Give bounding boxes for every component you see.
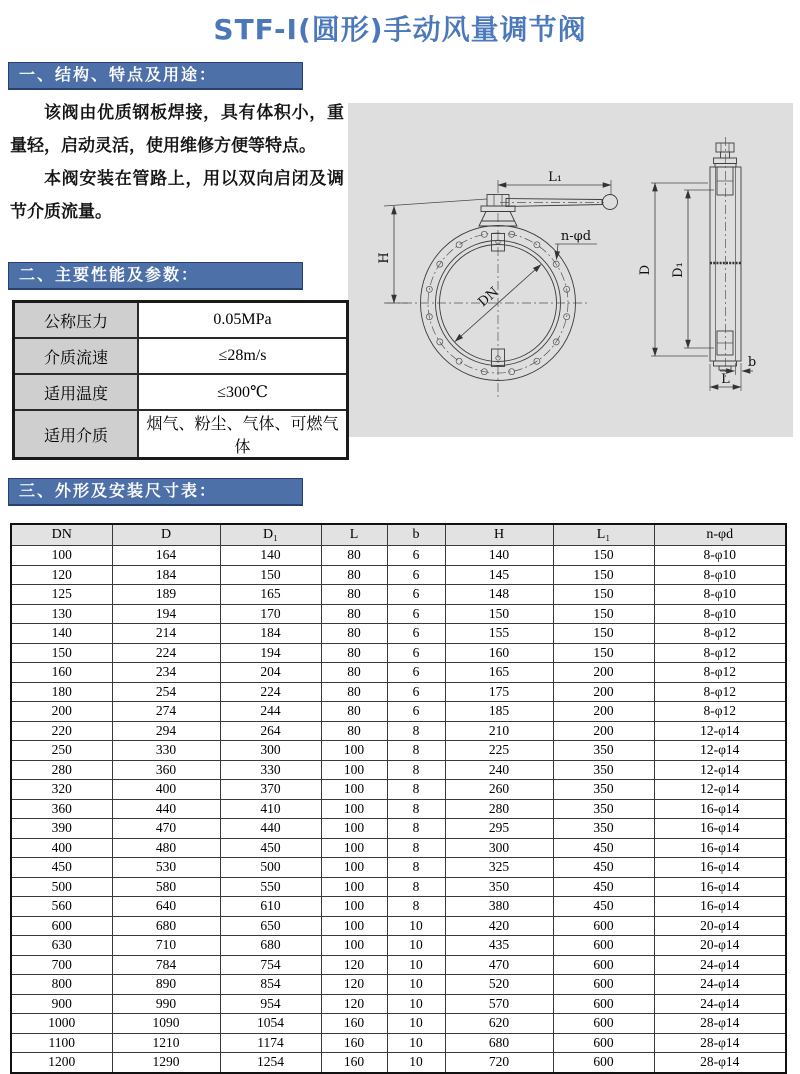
column-header: L₁: [553, 524, 654, 546]
table-cell: 10: [387, 975, 445, 995]
column-header: H: [445, 524, 553, 546]
dim-L1: [498, 170, 611, 194]
table-cell: 900: [11, 994, 112, 1014]
table-cell: 1054: [220, 1014, 321, 1034]
table-cell: 550: [220, 877, 321, 897]
table-cell: 175: [445, 682, 553, 702]
table-cell: 155: [445, 624, 553, 644]
table-row: [11, 565, 786, 585]
table-cell: 224: [112, 643, 220, 663]
table-cell: 100: [321, 897, 387, 917]
table-cell: 28-φ14: [654, 1014, 786, 1034]
table-cell: 160: [321, 1033, 387, 1053]
table-cell: 148: [445, 585, 553, 605]
table-row: [11, 682, 786, 702]
table-cell: 8: [387, 897, 445, 917]
table-cell: 8: [387, 877, 445, 897]
table-cell: 600: [553, 916, 654, 936]
table-cell: 650: [220, 916, 321, 936]
table-cell: 1000: [11, 1014, 112, 1034]
table-cell: 130: [11, 604, 112, 624]
table-cell: 80: [321, 585, 387, 605]
table-cell: 10: [387, 955, 445, 975]
table-row: [11, 663, 786, 683]
table-cell: 450: [553, 838, 654, 858]
table-cell: 8-φ10: [654, 546, 786, 566]
table-cell: 440: [220, 819, 321, 839]
handle-lever: [500, 195, 618, 210]
table-cell: 80: [321, 682, 387, 702]
table-cell: 140: [11, 624, 112, 644]
intro-paragraph: 本阀安装在管路上，用以双向启闭及调节介质流量。: [10, 169, 344, 221]
table-cell: 325: [445, 858, 553, 878]
table-cell: 12-φ14: [654, 760, 786, 780]
table-cell: 194: [220, 643, 321, 663]
table-cell: 6: [387, 604, 445, 624]
dim-label-DN: DN: [475, 284, 502, 311]
table-cell: 6: [387, 565, 445, 585]
dim-label-n-phi-d: n-φd: [560, 229, 592, 244]
table-row: [11, 780, 786, 800]
table-cell: 120: [321, 975, 387, 995]
table-cell: 600: [11, 916, 112, 936]
table-row: [11, 994, 786, 1014]
table-cell: 390: [11, 819, 112, 839]
column-header: DN: [11, 524, 112, 546]
dimension-table: [10, 523, 787, 1074]
dim-label-D: D: [638, 264, 653, 276]
table-cell: 450: [553, 858, 654, 878]
table-cell: 234: [112, 663, 220, 683]
table-cell: 954: [220, 994, 321, 1014]
table-row: [11, 721, 786, 741]
table-cell: 720: [445, 1053, 553, 1073]
table-cell: 10: [387, 936, 445, 956]
table-cell: 8: [387, 741, 445, 761]
table-row: [11, 799, 786, 819]
table-cell: 100: [321, 858, 387, 878]
table-cell: 400: [11, 838, 112, 858]
table-cell: 1290: [112, 1053, 220, 1073]
table-cell: 24-φ14: [654, 994, 786, 1014]
table-cell: 435: [445, 936, 553, 956]
table-cell: 6: [387, 702, 445, 722]
table-cell: 330: [112, 741, 220, 761]
table-cell: 600: [553, 936, 654, 956]
param-row: [14, 302, 348, 339]
table-cell: 570: [445, 994, 553, 1014]
table-cell: 8: [387, 721, 445, 741]
table-cell: 10: [387, 1014, 445, 1034]
table-cell: 640: [112, 897, 220, 917]
table-cell: 28-φ14: [654, 1033, 786, 1053]
dim-label-L: L: [721, 372, 730, 387]
table-cell: 620: [445, 1014, 553, 1034]
table-cell: 185: [445, 702, 553, 722]
table-cell: 225: [445, 741, 553, 761]
table-cell: 8-φ10: [654, 604, 786, 624]
table-cell: 214: [112, 624, 220, 644]
table-cell: 8: [387, 838, 445, 858]
table-row: [11, 858, 786, 878]
table-cell: 120: [11, 565, 112, 585]
table-cell: 350: [553, 780, 654, 800]
table-cell: 150: [553, 604, 654, 624]
table-cell: 600: [553, 1014, 654, 1034]
table-row: [11, 760, 786, 780]
table-cell: 680: [220, 936, 321, 956]
table-cell: 184: [112, 565, 220, 585]
table-cell: 120: [321, 955, 387, 975]
table-cell: 520: [445, 975, 553, 995]
table-cell: 8-φ12: [654, 643, 786, 663]
table-cell: 160: [445, 643, 553, 663]
dim-table-body: [11, 546, 786, 1073]
valve-drawing-svg: [348, 103, 793, 437]
table-cell: 150: [553, 624, 654, 644]
table-cell: 24-φ14: [654, 975, 786, 995]
table-cell: 410: [220, 799, 321, 819]
table-row: [11, 819, 786, 839]
table-cell: 150: [553, 565, 654, 585]
table-cell: 294: [112, 721, 220, 741]
table-cell: 165: [445, 663, 553, 683]
table-cell: 12-φ14: [654, 780, 786, 800]
table-cell: 400: [112, 780, 220, 800]
param-row: [14, 338, 348, 374]
param-label: 公称压力: [14, 302, 139, 339]
table-cell: 16-φ14: [654, 897, 786, 917]
table-cell: 160: [11, 663, 112, 683]
table-cell: 8-φ12: [654, 663, 786, 683]
table-row: [11, 877, 786, 897]
table-cell: 8: [387, 760, 445, 780]
table-cell: 8: [387, 858, 445, 878]
table-cell: 10: [387, 916, 445, 936]
table-cell: 295: [445, 819, 553, 839]
param-label: 介质流速: [14, 338, 139, 374]
side-view: [638, 137, 756, 391]
table-cell: 16-φ14: [654, 819, 786, 839]
table-row: [11, 936, 786, 956]
table-row: [11, 702, 786, 722]
table-cell: 224: [220, 682, 321, 702]
table-cell: 80: [321, 702, 387, 722]
table-cell: 300: [220, 741, 321, 761]
table-cell: 260: [445, 780, 553, 800]
table-cell: 480: [112, 838, 220, 858]
dimension-table-header-row: [11, 524, 786, 546]
table-cell: 1100: [11, 1033, 112, 1053]
table-cell: 8: [387, 780, 445, 800]
table-row: [11, 975, 786, 995]
table-cell: 180: [11, 682, 112, 702]
table-cell: 500: [220, 858, 321, 878]
table-cell: 200: [11, 702, 112, 722]
table-cell: 254: [112, 682, 220, 702]
table-cell: 754: [220, 955, 321, 975]
table-cell: 600: [553, 1053, 654, 1073]
table-cell: 100: [321, 838, 387, 858]
table-cell: 16-φ14: [654, 838, 786, 858]
dim-label-D1: D₁: [671, 262, 686, 278]
table-cell: 80: [321, 721, 387, 741]
table-cell: 165: [220, 585, 321, 605]
table-cell: 600: [553, 975, 654, 995]
table-cell: 8-φ12: [654, 682, 786, 702]
param-value: ≤300℃: [138, 374, 348, 410]
table-cell: 1090: [112, 1014, 220, 1034]
table-cell: 10: [387, 1033, 445, 1053]
table-cell: 80: [321, 663, 387, 683]
table-cell: 6: [387, 624, 445, 644]
table-cell: 8: [387, 799, 445, 819]
table-cell: 244: [220, 702, 321, 722]
table-cell: 854: [220, 975, 321, 995]
column-header: D: [112, 524, 220, 546]
param-label: 适用介质: [14, 410, 139, 459]
table-cell: 600: [553, 1033, 654, 1053]
table-row: [11, 955, 786, 975]
table-cell: 350: [553, 760, 654, 780]
table-cell: 80: [321, 624, 387, 644]
table-cell: 150: [11, 643, 112, 663]
section-heading-performance: 二、主要性能及参数：: [8, 262, 303, 290]
table-cell: 100: [321, 877, 387, 897]
table-cell: 140: [220, 546, 321, 566]
table-cell: 264: [220, 721, 321, 741]
dim-L: [710, 364, 741, 391]
param-value: 0.05MPa: [138, 302, 348, 339]
table-cell: 150: [553, 585, 654, 605]
table-cell: 500: [11, 877, 112, 897]
table-cell: 8: [387, 819, 445, 839]
table-cell: 125: [11, 585, 112, 605]
section-heading-structure: 一、结构、特点及用途：: [8, 62, 303, 90]
table-cell: 8-φ12: [654, 702, 786, 722]
table-cell: 20-φ14: [654, 936, 786, 956]
table-cell: 24-φ14: [654, 955, 786, 975]
table-cell: 12-φ14: [654, 721, 786, 741]
table-cell: 10: [387, 1053, 445, 1073]
table-row: [11, 604, 786, 624]
table-cell: 370: [220, 780, 321, 800]
table-cell: 8-φ10: [654, 585, 786, 605]
table-cell: 350: [553, 741, 654, 761]
table-cell: 360: [11, 799, 112, 819]
table-cell: 100: [321, 741, 387, 761]
table-cell: 450: [11, 858, 112, 878]
table-cell: 16-φ14: [654, 858, 786, 878]
table-cell: 145: [445, 565, 553, 585]
table-cell: 890: [112, 975, 220, 995]
table-cell: 150: [553, 546, 654, 566]
column-header: L: [321, 524, 387, 546]
table-cell: 710: [112, 936, 220, 956]
table-cell: 100: [321, 760, 387, 780]
table-cell: 220: [11, 721, 112, 741]
table-cell: 120: [321, 994, 387, 1014]
table-cell: 189: [112, 585, 220, 605]
table-cell: 450: [553, 877, 654, 897]
table-row: [11, 585, 786, 605]
param-value: 烟气、粉尘、气体、可燃气体: [138, 410, 348, 459]
table-cell: 204: [220, 663, 321, 683]
intro-paragraph: 该阀由优质钢板焊接，具有体积小，重量轻，启动灵活，使用维修方便等特点。: [10, 103, 344, 155]
table-cell: 150: [445, 604, 553, 624]
table-cell: 300: [445, 838, 553, 858]
table-cell: 600: [553, 994, 654, 1014]
table-cell: 600: [553, 955, 654, 975]
table-cell: 630: [11, 936, 112, 956]
table-cell: 200: [553, 663, 654, 683]
table-cell: 8-φ10: [654, 565, 786, 585]
table-cell: 28-φ14: [654, 1053, 786, 1073]
table-cell: 80: [321, 565, 387, 585]
table-cell: 100: [321, 780, 387, 800]
dim-label-H: H: [377, 252, 392, 264]
dim-H: [377, 206, 408, 303]
table-cell: 170: [220, 604, 321, 624]
table-cell: 6: [387, 546, 445, 566]
table-row: [11, 624, 786, 644]
table-cell: 6: [387, 663, 445, 683]
table-cell: 100: [321, 936, 387, 956]
table-cell: 164: [112, 546, 220, 566]
table-row: [11, 1033, 786, 1053]
table-cell: 330: [220, 760, 321, 780]
table-cell: 320: [11, 780, 112, 800]
table-cell: 280: [11, 760, 112, 780]
table-cell: 470: [445, 955, 553, 975]
dim-label-L1: L₁: [548, 170, 562, 185]
table-cell: 200: [553, 721, 654, 741]
table-cell: 100: [321, 819, 387, 839]
table-cell: 6: [387, 682, 445, 702]
table-cell: 194: [112, 604, 220, 624]
param-row: [14, 374, 348, 410]
callout-n-phi-d: [555, 229, 597, 260]
table-cell: 6: [387, 643, 445, 663]
table-cell: 610: [220, 897, 321, 917]
table-cell: 530: [112, 858, 220, 878]
dim-label-b: b: [747, 355, 757, 370]
table-cell: 350: [445, 877, 553, 897]
intro-text: [10, 96, 344, 228]
table-cell: 160: [321, 1053, 387, 1073]
param-row: [14, 410, 348, 459]
valve-technical-drawing: [348, 103, 793, 437]
table-cell: 350: [553, 799, 654, 819]
table-cell: 12-φ14: [654, 741, 786, 761]
table-cell: 160: [321, 1014, 387, 1034]
table-cell: 8-φ12: [654, 624, 786, 644]
performance-params-table: [12, 300, 349, 460]
table-cell: 80: [321, 643, 387, 663]
table-cell: 450: [553, 897, 654, 917]
table-row: [11, 838, 786, 858]
table-cell: 80: [321, 604, 387, 624]
table-cell: 700: [11, 955, 112, 975]
table-cell: 100: [321, 916, 387, 936]
table-row: [11, 1053, 786, 1073]
table-cell: 150: [553, 643, 654, 663]
table-cell: 20-φ14: [654, 916, 786, 936]
param-value: ≤28m/s: [138, 338, 348, 374]
table-cell: 470: [112, 819, 220, 839]
table-cell: 560: [11, 897, 112, 917]
table-cell: 420: [445, 916, 553, 936]
table-cell: 200: [553, 702, 654, 722]
table-cell: 1210: [112, 1033, 220, 1053]
table-cell: 360: [112, 760, 220, 780]
table-cell: 680: [445, 1033, 553, 1053]
table-cell: 140: [445, 546, 553, 566]
table-cell: 10: [387, 994, 445, 1014]
table-cell: 100: [321, 799, 387, 819]
table-cell: 274: [112, 702, 220, 722]
table-cell: 350: [553, 819, 654, 839]
table-cell: 450: [220, 838, 321, 858]
table-cell: 800: [11, 975, 112, 995]
table-cell: 990: [112, 994, 220, 1014]
table-cell: 200: [553, 682, 654, 702]
table-cell: 250: [11, 741, 112, 761]
table-cell: 280: [445, 799, 553, 819]
section-heading-dimensions: 三、外形及安装尺寸表：: [8, 478, 303, 506]
table-cell: 16-φ14: [654, 799, 786, 819]
table-cell: 80: [321, 546, 387, 566]
table-cell: 184: [220, 624, 321, 644]
table-cell: 16-φ14: [654, 877, 786, 897]
table-cell: 380: [445, 897, 553, 917]
table-cell: 680: [112, 916, 220, 936]
dim-D1: [671, 190, 714, 348]
table-cell: 6: [387, 585, 445, 605]
column-header: D₁: [220, 524, 321, 546]
front-view: [377, 170, 618, 400]
table-row: [11, 1014, 786, 1034]
table-cell: 1174: [220, 1033, 321, 1053]
table-cell: 150: [220, 565, 321, 585]
table-cell: 1200: [11, 1053, 112, 1073]
table-cell: 784: [112, 955, 220, 975]
page-title: STF-Ⅰ(圆形)手动风量调节阀: [213, 13, 587, 46]
column-header: n-φd: [654, 524, 786, 546]
table-cell: 100: [11, 546, 112, 566]
table-row: [11, 916, 786, 936]
table-row: [11, 741, 786, 761]
column-header: b: [387, 524, 445, 546]
table-row: [11, 643, 786, 663]
table-row: [11, 546, 786, 566]
param-label: 适用温度: [14, 374, 139, 410]
table-cell: 210: [445, 721, 553, 741]
table-cell: 440: [112, 799, 220, 819]
table-cell: 240: [445, 760, 553, 780]
table-row: [11, 897, 786, 917]
table-cell: 580: [112, 877, 220, 897]
table-cell: 1254: [220, 1053, 321, 1073]
